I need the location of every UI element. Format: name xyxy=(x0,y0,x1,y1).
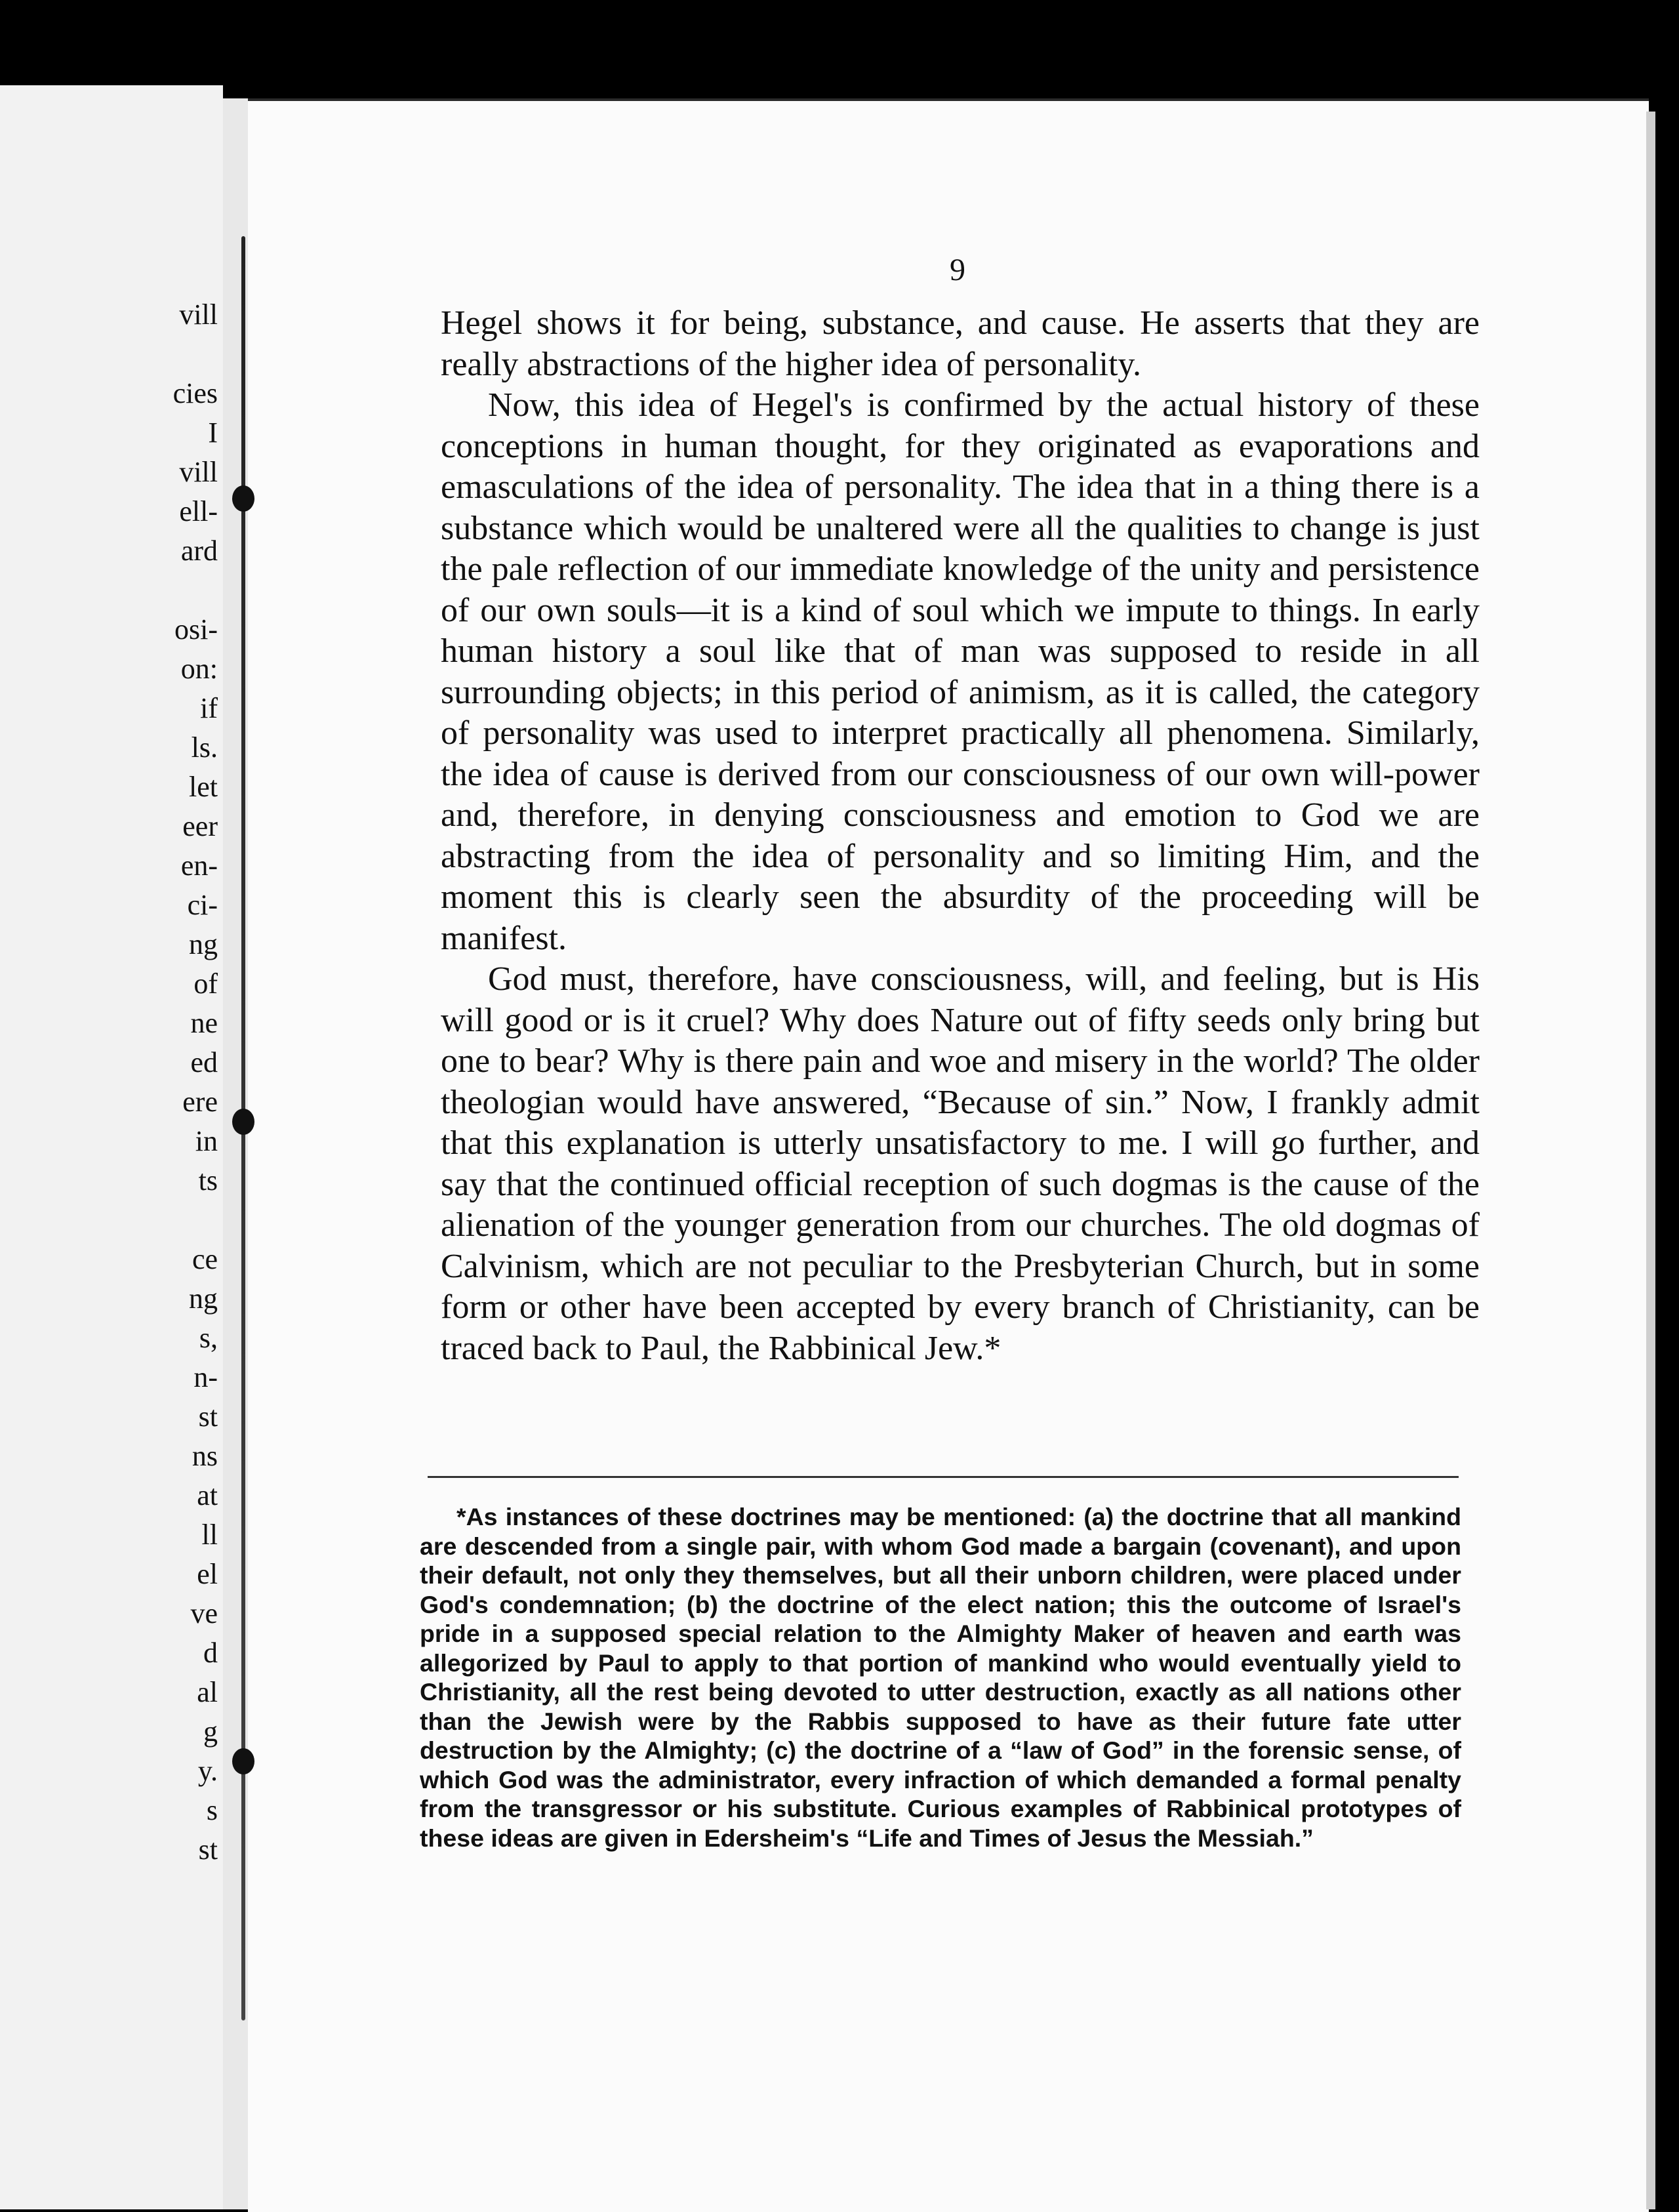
binding-stitch xyxy=(232,485,254,512)
paragraph-3: God must, therefore, have consciousness, will, and feeling, but is His will good or is it cruel? Why does Nature out of fifty seeds only bring but one to bear? Why is there pain and woe and misery in the world? The older theologian would have answered, “Because of sin.” Now, I frankly admit that this explanation is utterly unsatisfactory to me. I will go further, and say that the continued official reception of such dogmas is the cause of the alienation of the younger generation from our churches. The old dogmas of Calvinism, which are not peculiar to the Presbyterian Church, but in some form or other have been accepted by every branch of Christianity, can be traced back to Paul, the Rabbinical Jew.* xyxy=(441,960,1480,1367)
left-fragment-line: cies xyxy=(172,377,218,409)
left-fragment-line: ard xyxy=(180,535,218,567)
left-fragment-line: osi- xyxy=(174,613,218,645)
footnote xyxy=(420,1502,1461,1853)
left-fragment-line: of xyxy=(193,968,218,1000)
left-fragment-line: al xyxy=(197,1676,218,1708)
left-fragment-line: vill xyxy=(179,298,218,331)
left-fragment-line: ere xyxy=(182,1086,218,1118)
left-fragment-line: y. xyxy=(197,1755,218,1787)
left-fragment-line: el xyxy=(197,1558,218,1590)
footnote-text: *As instances of these doctrines may be mentioned: (a) the doctrine that all mankind are descended from a single pair, with whom God made a bargain (covenant), and upon their default, not only they themselves, but all their unborn children, were placed under God's condemnation; (b) the doctrine of the elect nation; this the outcome of Israel's pride in a supposed special relation to the Almighty Maker of heaven and earth was allegorized by Paul to apply to that portion of mankind who would eventually yield to Christianity, all the rest being devoted to utter destruction, exactly as all nations other than the Jewish were by the Rabbis supposed to have as their future fate utter destruction by the Almighty; (c) the doctrine of a “law of God” in the forensic sense, of which God was the administrator, every infraction of which demanded a formal penalty from the transgressor or his substitute. Curious examples of Rabbinical prototypes of these ideas are given in Edersheim's “Life and Times of Jesus the Messiah.” xyxy=(420,1503,1461,1852)
page-number: 9 xyxy=(950,253,965,287)
footnote-rule xyxy=(428,1476,1459,1478)
page-edge xyxy=(1646,112,1655,2209)
left-fragment-line: ell- xyxy=(179,495,218,527)
left-fragment-line: ll xyxy=(201,1519,218,1551)
left-fragment-line: at xyxy=(197,1479,218,1511)
left-fragment-line: eer xyxy=(182,810,218,842)
left-fragment-line: en- xyxy=(180,850,218,882)
left-fragment-line: d xyxy=(203,1637,218,1669)
left-fragment-line: ls. xyxy=(191,731,218,764)
left-fragment-line: g xyxy=(203,1715,218,1748)
left-fragment-line: s, xyxy=(199,1322,218,1354)
left-fragment-line xyxy=(173,1200,218,1240)
left-fragment-line: n- xyxy=(193,1361,218,1393)
left-fragment-line: vill xyxy=(179,456,218,488)
paragraph-2: Now, this idea of Hegel's is confirmed by the actual history of these conceptions in human thought, for they originated as evaporations and emasculations of the idea of personality. The idea that in a thing there is a substance which would be unaltered were all the qualities to change is just the pale reflection of our immediate knowledge of the unity and persistence of our own souls—it is a kind of soul which we impute to things. In early human history a soul like that of man was supposed to reside in all surrounding objects; in this period of animism, as it is called, the category of personality was used to interpret practically all phenomena. Similarly, the idea of cause is derived from our consciousness of our own will-power and, therefore, in denying consciousness and emotion to God we are abstracting from the idea of personality and so limiting Him, and the moment this is clearly seen the absurdity of the proceeding will be manifest. xyxy=(441,386,1480,957)
left-fragment-line: let xyxy=(189,771,218,803)
left-fragment-line: ed xyxy=(190,1046,218,1078)
left-fragment-line xyxy=(173,335,218,374)
left-fragment-line xyxy=(173,571,218,610)
left-fragment-line: ts xyxy=(198,1164,218,1197)
binding-stitch xyxy=(232,1748,254,1774)
left-fragment-line: ng xyxy=(189,928,218,960)
left-fragment-line: ce xyxy=(192,1243,218,1275)
left-page-fragment xyxy=(0,85,223,2209)
left-fragment-line: I xyxy=(208,417,218,449)
left-fragment-line: ng xyxy=(189,1282,218,1315)
left-fragment-line: ne xyxy=(190,1007,218,1039)
left-fragment-line: s xyxy=(206,1794,218,1826)
binding-stitch xyxy=(232,1109,254,1135)
left-fragment-line: st xyxy=(198,1401,218,1433)
left-fragment-line: ve xyxy=(190,1597,218,1629)
left-fragment-line: if xyxy=(200,692,218,724)
left-fragment-line: on: xyxy=(180,653,218,685)
paragraph-1: Hegel shows it for being, substance, and cause. He asserts that they are really abstractions of the higher idea of personality. xyxy=(441,304,1480,383)
left-fragment-line: ci- xyxy=(187,889,218,921)
left-page-text xyxy=(173,295,218,1870)
left-fragment-line: ns xyxy=(192,1440,218,1472)
left-fragment-line: st xyxy=(198,1833,218,1866)
left-fragment-line: in xyxy=(195,1125,218,1157)
body-text xyxy=(441,303,1480,1369)
